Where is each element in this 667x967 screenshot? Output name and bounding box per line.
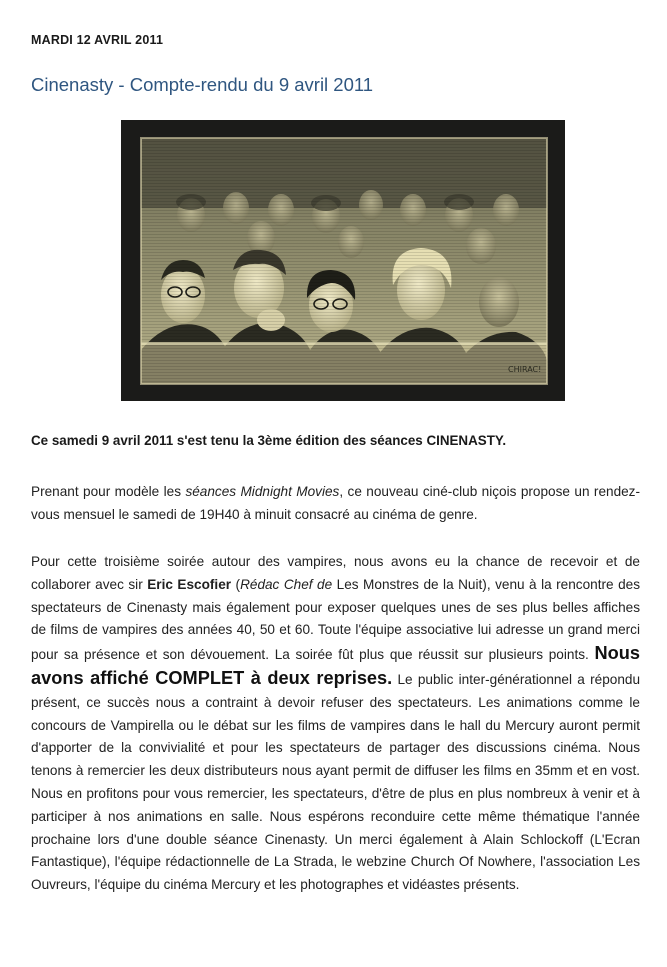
p2-text-g: Le public inter-générationnel a répondu présent, ce succès nous a contraint à devoir refuser des spectateurs. Les animations comme le concours de Vampirella ou le débat sur les films de vampires dans le hall du Mercury auront permit d'apporter de la convivialité et pour les spectateurs de partager des discussions cinéma. Nous tenons à remercier les deux distributeurs nous ayant permit de diffuser les films en 35mm et en vost. Nous en profitons pour vous remercier, les spectateurs, d'être de plus en plus nombreux à venir et à participer à nos animations en salle. Nous espérons reconduire cette même thématique l'année prochaine lors d'une double séance Cinenasty. Un merci également à Alain Schlockoff (L'Ecran Fantastique), l'équipe rédactionnelle de La Strada, le webzine Church Of Nowhere, l'association Les Ouvreurs, l'équipe du cinéma Mercury et les photographes et vidéastes présents.: [31, 671, 640, 893]
post-title[interactable]: Cinenasty - Compte-rendu du 9 avril 2011: [31, 74, 374, 95]
p2-highlight: Nous avons affiché COMPLET à deux reprises.: [31, 643, 640, 688]
p2-text-e: Les Monstres de la Nuit), venu à la rencontre des spectateurs de Cinenasty mais également pour exposer quelques unes de ses plus belles affiches de films de vampires des années 40, 50 et 60. Toute l'équipe associative lui adresse un grand merci pour sa présence et son dévouement. La soirée fût plus que réussit sur plusieurs points.: [31, 576, 640, 663]
p1-text-c: , ce nouveau ciné-club niçois propose un rendez-vous mensuel le samedi de 19H40 à minuit consacré au cinéma de genre.: [31, 484, 641, 522]
audience-photo: [121, 120, 565, 401]
p1-text-a: Prenant pour modèle les: [31, 484, 186, 499]
post-date: MARDI 12 AVRIL 2011: [31, 33, 164, 47]
paragraph-report: [31, 551, 640, 897]
lead-sentence: Ce samedi 9 avril 2011 s'est tenu la 3ème édition des séances CINENASTY.: [31, 433, 507, 448]
p2-text-a: Pour cette troisième soirée autour des vampires, nous avons eu la chance de recevoir et de collaborer avec sir: [31, 554, 640, 592]
paragraph-intro: [31, 481, 640, 527]
p2-text-c: (: [231, 576, 241, 592]
p1-emphasis: séances Midnight Movies: [185, 484, 340, 499]
p2-guest-name: Eric Escofier: [147, 576, 232, 592]
photo-signature: CHIRAC!: [508, 365, 542, 374]
p2-role: Rédac Chef de: [240, 576, 333, 592]
